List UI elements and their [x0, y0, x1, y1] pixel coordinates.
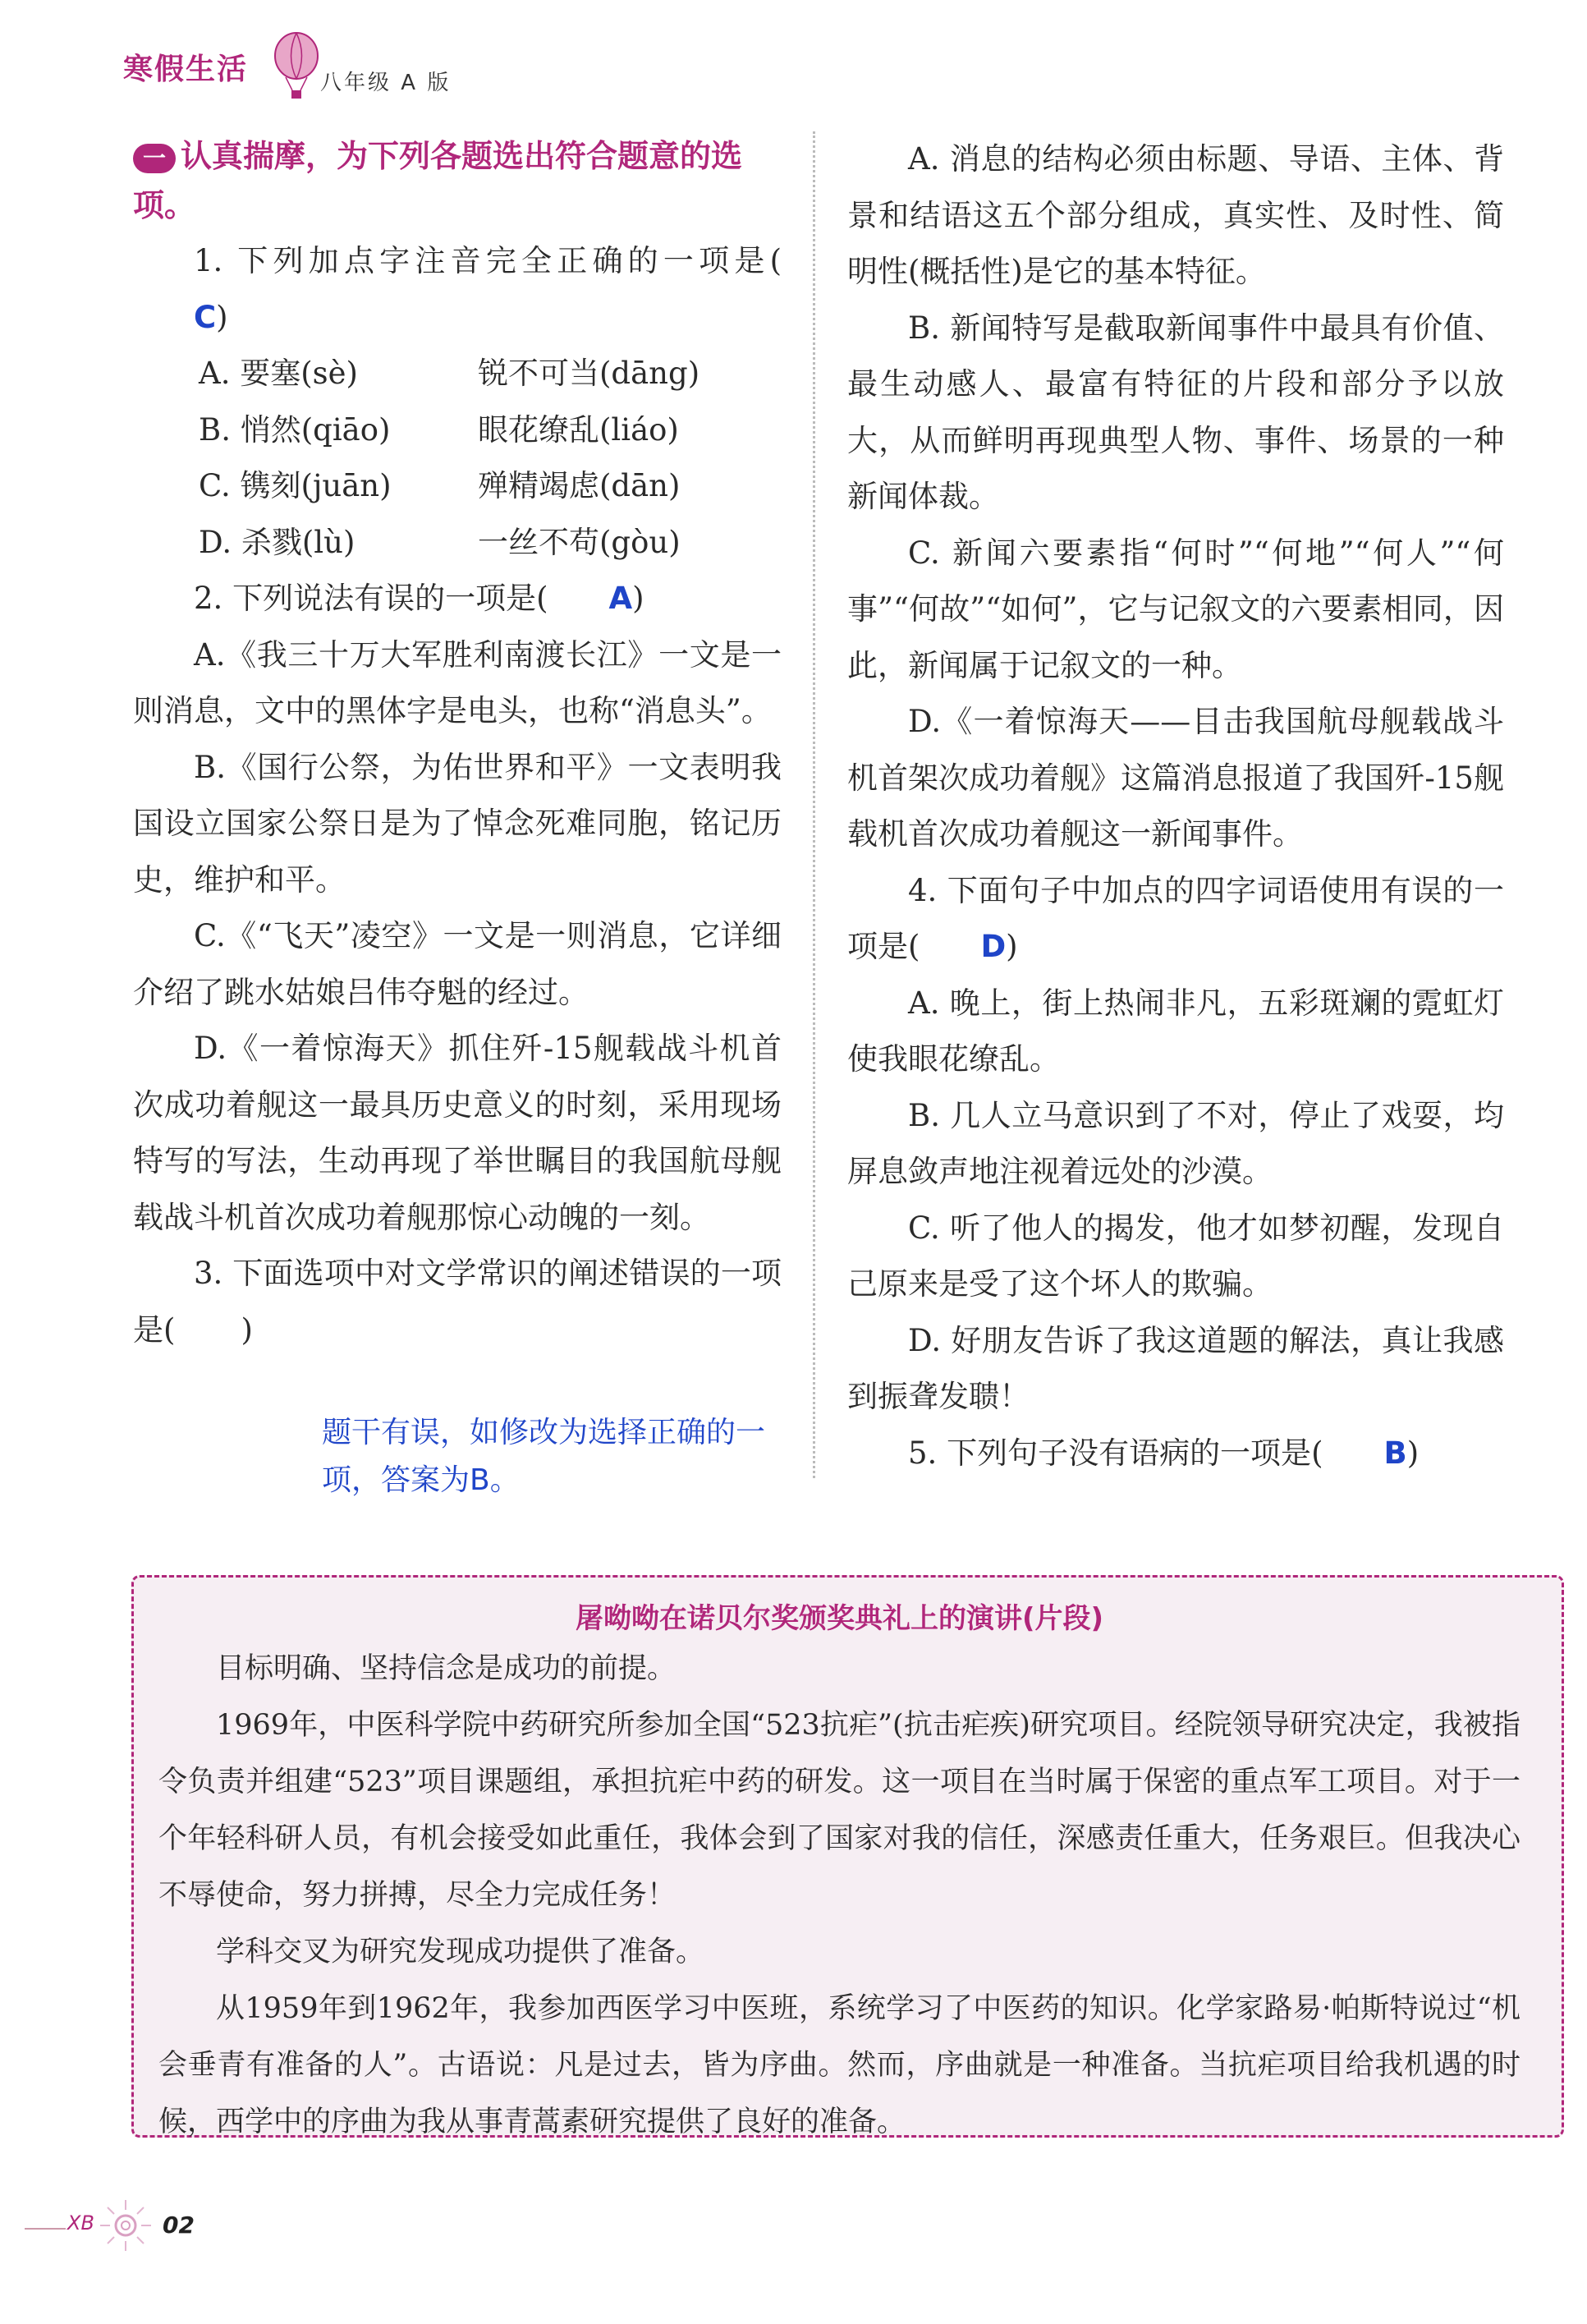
right-column: [847, 131, 1504, 1481]
q3-option-b: B. 新闻特写是截取新闻事件中最具有价值、最生动感人、最富有特征的片段和部分予以放大，从而鲜明再现典型人物、事件、场景的一种新闻体裁。: [847, 310, 1504, 514]
q2-option-b: B.《国行公祭，为佑世界和平》一文表明我国设立国家公祭日是为了悼念死难同胞，铭记历史，维护和平。: [133, 749, 782, 898]
q4-answer: D: [980, 929, 1007, 964]
question-1: 1. 下列加点字注音完全正确的一项是(C): [133, 233, 782, 346]
q4-option-a: A. 晚上，街上热闹非凡，五彩斑斓的霓虹灯使我眼花缭乱。: [847, 985, 1504, 1077]
brand-title: 寒假生活: [123, 53, 249, 86]
edition-label: 八年级 A 版: [320, 71, 452, 95]
q2-option-c: C.《“飞天”凌空》一文是一则消息，它详细介绍了跳水姑娘吕伟夺魁的经过。: [133, 918, 782, 1010]
footer-mark: XB: [67, 2211, 94, 2234]
section-number: 一: [133, 144, 176, 173]
q4-stem: 4. 下面句子中加点的四字词语使用有误的一项是: [847, 872, 1504, 964]
q3-stem: 3. 下面选项中对文学常识的阐述错误的一项是(: [133, 1256, 782, 1348]
question-3: 3. 下面选项中对文学常识的阐述错误的一项是( ): [133, 1256, 782, 1348]
left-column: [133, 131, 782, 1358]
reading-paragraph-4: 从1959年到1962年，我参加西医学习中医班，系统学习了中医药的知识。化学家路易·帕斯特说过“机会垂青有准备的人”。古语说：凡是过去，皆为序曲。然而，序曲就是一种准备。当抗疟项目给我机遇的时候，西学中的序曲为我从事青蒿素研究提供了良好的准备。: [158, 1992, 1520, 2138]
question-5: 5. 下列句子没有语病的一项是( B): [847, 1426, 1504, 1482]
q2-answer: A: [608, 581, 633, 616]
q3-option-a: A. 消息的结构必须由标题、导语、主体、背景和结语这五个部分组成，真实性、及时性、简明性(概括性)是它的基本特征。: [847, 141, 1504, 289]
q1-option-a: A. 要塞(sè) 锐不可当(dāng): [199, 356, 700, 391]
footer-line: [25, 2228, 66, 2230]
reading-paragraph-3: 学科交叉为研究发现成功提供了准备。: [216, 1936, 705, 1968]
q4-option-b: B. 几人立马意识到了不对，停止了戏耍，均屏息敛声地注视着远处的沙漠。: [847, 1097, 1504, 1189]
section-heading: [133, 131, 782, 230]
q1-answer: C: [194, 299, 217, 335]
page-number: 02: [163, 2211, 195, 2239]
q3-correction-note: 题干有误，如修改为选择正确的一项，答案为B。: [322, 1416, 766, 1497]
reading-paragraph-1: 目标明确、坚持信念是成功的前提。: [216, 1652, 677, 1685]
q2-option-a: A.《我三十万大军胜利南渡长江》一文是一则消息，文中的黑体字是电头，也称“消息头”。: [133, 636, 782, 728]
reading-title: 屠呦呦在诺贝尔奖颁奖典礼上的演讲(片段): [575, 1602, 1104, 1635]
q3-option-d: D.《一着惊海天——目击我国航母舰载战斗机首架次成功着舰》这篇消息报道了我国歼-15舰载机首次成功着舰这一新闻事件。: [847, 704, 1504, 852]
q1-stem: 1. 下列加点字注音完全正确的一项是: [194, 243, 770, 278]
sun-swirl-icon: [97, 2197, 154, 2254]
q2-stem: 2. 下列说法有误的一项是: [194, 581, 537, 616]
question-4: 4. 下面句子中加点的四字词语使用有误的一项是( D): [847, 863, 1504, 976]
q1-option-b: B. 悄然(qiāo) 眼花缭乱(liáo): [199, 411, 679, 448]
reading-paragraph-2: 1969年，中医科学院中药研究所参加全国“523抗疟”(抗击疟疾)研究项目。经院领导研究决定，我被指令负责并组建“523”项目课题组，承担抗疟中药的研发。这一项目在当时属于保密的重点军工项目。对于一个年轻科研人员，有机会接受如此重任，我体会到了国家对我的信任，深感责任重大，任务艰巨。但我决心不辱使命，努力拼搏，尽全力完成任务！: [158, 1709, 1520, 1912]
section-title: 认真揣摩，为下列各题选出符合题意的选项。: [133, 138, 743, 223]
q1-option-d: D. 杀戮(lù) 一丝不苟(gòu): [199, 524, 681, 560]
balloon-icon: [269, 31, 323, 102]
q4-option-c: C. 听了他人的揭发，他才如梦初醒，发现自己原来是受了这个坏人的欺骗。: [847, 1210, 1504, 1302]
column-divider: [813, 131, 815, 1478]
q4-option-d: D. 好朋友告诉了我这道题的解法，真让我感到振聋发聩！: [847, 1322, 1504, 1414]
q5-stem: 5. 下列句子没有语病的一项是: [908, 1435, 1312, 1471]
q3-option-c: C. 新闻六要素指“何时”“何地”“何人”“何事”“何故”“如何”，它与记叙文的六要素相同，因此，新闻属于记叙文的一种。: [847, 535, 1504, 683]
reading-box: [131, 1575, 1564, 2138]
q5-answer: B: [1383, 1435, 1407, 1471]
question-2: 2. 下列说法有误的一项是( A): [133, 571, 782, 627]
q1-option-c: C. 镌刻(juān) 殚精竭虑(dān): [199, 468, 681, 503]
q2-option-d: D.《一着惊海天》抓住歼-15舰载战斗机首次成功着舰这一最具历史意义的时刻，采用现场特写的写法，生动再现了举世瞩目的我国航母舰载战斗机首次成功着舰那惊心动魄的一刻。: [133, 1031, 782, 1235]
